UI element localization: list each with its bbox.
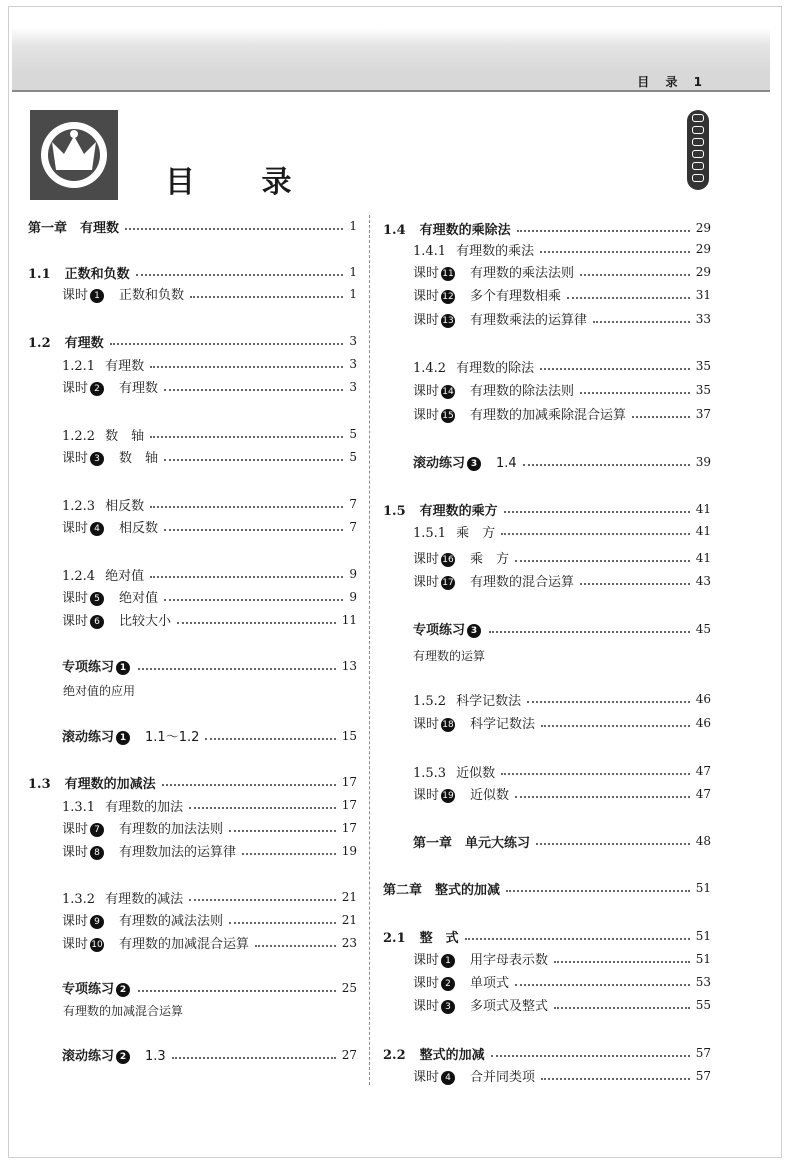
page-number: 25 — [341, 981, 357, 995]
left-toc-entry[interactable] — [28, 216, 357, 236]
entry-title: 1.5 有理数的乘方 — [383, 503, 498, 519]
left-toc-entry[interactable] — [62, 656, 357, 676]
dot-leader — [189, 807, 336, 809]
subsection-number: 1.5.2 — [413, 693, 447, 709]
entry-title: 1.4.2 有理数的除法 — [413, 360, 535, 376]
left-toc-entry[interactable] — [62, 841, 357, 861]
entry-title: 第一章 有理数 — [28, 220, 120, 236]
left-toc-entry[interactable] — [28, 331, 357, 351]
page-number: 55 — [695, 998, 711, 1012]
entry-title: 课时 3 多项式及整式 — [413, 999, 549, 1014]
lesson-number-badge: 4 — [441, 1071, 455, 1085]
left-toc-entry[interactable] — [62, 795, 357, 815]
page-number: 46 — [695, 716, 711, 730]
lesson-number-badge: 2 — [90, 382, 104, 396]
lesson-number-badge: 15 — [442, 411, 454, 421]
entry-title: 课时 18 科学记数法 — [413, 717, 536, 732]
subsection-number: 1.4.1 — [413, 243, 447, 259]
lesson-number-badge: 8 — [90, 846, 104, 860]
left-toc-entry[interactable] — [28, 262, 357, 282]
lesson-number-badge: 16 — [442, 555, 454, 565]
right-toc-entry[interactable] — [413, 356, 711, 376]
entry-title: 1.5.2 科学记数法 — [413, 693, 522, 709]
dot-leader — [138, 668, 336, 670]
page-number: 39 — [695, 455, 711, 469]
left-toc-entry[interactable] — [62, 978, 357, 998]
entry-title: 课时 2 单项式 — [413, 976, 510, 991]
lesson-number-badge: 12 — [442, 292, 454, 302]
entry-title: 课时 1 用字母表示数 — [413, 953, 549, 968]
lesson-number-badge: 13 — [442, 316, 454, 326]
right-toc-entry[interactable] — [413, 972, 711, 992]
page-number: 41 — [695, 524, 711, 538]
subsection-number: 1.2.4 — [62, 568, 96, 584]
top-bar — [12, 28, 770, 72]
entry-title: 第二章 整式的加减 — [383, 882, 501, 898]
left-toc-entry[interactable] — [62, 887, 357, 907]
dot-leader — [515, 984, 690, 986]
dot-leader — [164, 529, 343, 531]
entry-title: 课时 7 有理数的加法法则 — [62, 822, 224, 837]
page-number: 31 — [695, 288, 711, 302]
left-toc-entry[interactable] — [62, 424, 357, 444]
entry-title: 1.2.2 数 轴 — [62, 428, 145, 444]
dot-leader — [515, 796, 690, 798]
right-toc-entry[interactable] — [413, 831, 711, 851]
entry-title: 1.4.1 有理数的乘法 — [413, 243, 535, 259]
dot-leader — [150, 576, 343, 578]
dot-leader — [593, 321, 690, 323]
subsection-number: 1.2.2 — [62, 428, 96, 444]
dot-leader — [491, 1055, 690, 1057]
dot-leader — [632, 416, 690, 418]
running-head — [12, 72, 770, 92]
lesson-number-badge: 9 — [90, 915, 104, 929]
dot-leader — [541, 1078, 690, 1080]
entry-title: 专项练习 3 — [413, 619, 483, 639]
entry-title: 课时 10 有理数的加减混合运算 — [62, 937, 250, 952]
page-number: 29 — [695, 265, 711, 279]
section-number: 1.5 — [383, 503, 406, 519]
page-number: 21 — [341, 913, 357, 927]
left-toc-entry[interactable] — [62, 354, 357, 374]
entry-title: 第一章 单元大练习 — [413, 835, 531, 851]
right-toc-entry[interactable] — [413, 784, 711, 804]
right-toc-entry[interactable] — [413, 995, 711, 1015]
dot-leader — [172, 1057, 336, 1059]
page-number: 41 — [695, 551, 711, 565]
dot-leader — [465, 938, 690, 940]
right-toc-entry[interactable] — [413, 571, 711, 591]
right-toc-entry[interactable] — [413, 521, 711, 541]
page-number: 33 — [695, 312, 711, 326]
entry-title: 课时 3 数 轴 — [62, 451, 159, 466]
section-number: 1.2 — [28, 335, 51, 351]
right-toc-entry[interactable] — [413, 689, 711, 709]
entry-title: 1.2.1 有理数 — [62, 358, 145, 374]
exercise-number-badge: 2 — [116, 983, 130, 997]
page-number: 13 — [341, 659, 357, 673]
entry-title: 1.1 正数和负数 — [28, 266, 130, 282]
entry-title: 课时 8 有理数加法的运算律 — [62, 845, 237, 860]
lesson-number-badge: 2 — [441, 977, 455, 991]
left-toc-entry[interactable] — [62, 494, 357, 514]
left-toc-entry[interactable] — [62, 587, 357, 607]
page-number: 7 — [349, 520, 357, 534]
dot-leader — [506, 890, 690, 892]
entry-title: 1.2 有理数 — [28, 335, 104, 351]
page-number: 43 — [695, 574, 711, 588]
dot-leader — [229, 922, 336, 924]
subsection-number: 1.5.3 — [413, 765, 447, 781]
lesson-number-badge: 10 — [91, 940, 103, 950]
dot-leader — [229, 830, 336, 832]
page-number: 1 — [349, 265, 357, 279]
chapter-tabs-icon — [687, 110, 709, 190]
left-toc-entry[interactable] — [62, 910, 357, 930]
dot-leader — [125, 228, 343, 230]
dot-leader — [541, 725, 690, 727]
right-toc-entry[interactable] — [413, 761, 711, 781]
section-number: 1.3 — [28, 776, 51, 792]
lesson-number-badge: 19 — [442, 791, 454, 801]
page-number: 35 — [695, 383, 711, 397]
left-toc-entry[interactable] — [62, 447, 357, 467]
page-number: 17 — [341, 775, 357, 789]
left-toc-entry[interactable] — [62, 1045, 357, 1065]
entry-title: 课时 2 有理数 — [62, 381, 159, 396]
page-number: 9 — [349, 567, 357, 581]
right-toc-entry[interactable] — [413, 619, 711, 639]
dot-leader — [501, 773, 690, 775]
entry-title: 1.5.3 近似数 — [413, 765, 496, 781]
lesson-number-badge: 4 — [90, 522, 104, 536]
dot-leader — [150, 506, 343, 508]
entry-title: 课时 4 相反数 — [62, 521, 159, 536]
page-number: 11 — [341, 613, 357, 627]
section-number: 1.4 — [383, 222, 406, 238]
page-number: 57 — [695, 1046, 711, 1060]
entry-title: 课时 13 有理数乘法的运算律 — [413, 313, 588, 328]
exercise-number-badge: 1 — [116, 661, 130, 675]
lesson-number-badge: 5 — [90, 592, 104, 606]
page-number: 5 — [349, 450, 357, 464]
dot-leader — [164, 459, 343, 461]
dot-leader — [189, 899, 336, 901]
entry-title: 1.2.3 相反数 — [62, 498, 145, 514]
entry-title: 课时 6 比较大小 — [62, 614, 172, 629]
lesson-number-badge: 1 — [441, 954, 455, 968]
page-number: 35 — [695, 359, 711, 373]
dot-leader — [164, 389, 343, 391]
right-toc-entry[interactable] — [413, 404, 711, 424]
entry-title: 课时 19 近似数 — [413, 788, 510, 803]
crown-icon — [30, 110, 118, 200]
exercise-number-badge: 3 — [467, 457, 481, 471]
page-number: 45 — [695, 622, 711, 636]
section-number: 2.1 — [383, 930, 406, 946]
left-toc-entry[interactable] — [62, 818, 357, 838]
page-number: 1 — [349, 287, 357, 301]
entry-title: 1.2.4 绝对值 — [62, 568, 145, 584]
subsection-number: 1.3.2 — [62, 891, 96, 907]
left-toc-entry[interactable] — [62, 610, 357, 630]
entry-title: 课时 17 有理数的混合运算 — [413, 575, 575, 590]
page-number: 15 — [341, 729, 357, 743]
dot-leader — [164, 599, 343, 601]
lesson-number-badge: 14 — [442, 387, 454, 397]
right-toc-entry[interactable] — [383, 1043, 711, 1063]
dot-leader — [255, 945, 336, 947]
right-toc-entry[interactable] — [383, 926, 711, 946]
page-number: 7 — [349, 497, 357, 511]
entry-title: 课时 1 正数和负数 — [62, 288, 185, 303]
dot-leader — [580, 392, 690, 394]
dot-leader — [205, 738, 335, 740]
right-toc-entry[interactable] — [413, 713, 711, 733]
dot-leader — [540, 368, 690, 370]
right-toc-entry[interactable] — [413, 452, 711, 472]
entry-title: 1.3 有理数的加减法 — [28, 776, 156, 792]
right-toc-entry[interactable] — [413, 285, 711, 305]
note-abs-value: 绝对值的应用 — [63, 684, 136, 698]
dot-leader — [138, 990, 336, 992]
dot-leader — [536, 843, 690, 845]
dot-leader — [580, 274, 690, 276]
page-number: 5 — [349, 427, 357, 441]
lesson-number-badge: 11 — [442, 269, 454, 279]
page-number: 23 — [341, 936, 357, 950]
page-number: 47 — [695, 764, 711, 778]
page-number: 9 — [349, 590, 357, 604]
exercise-number-badge: 2 — [116, 1050, 130, 1064]
page-number: 51 — [695, 881, 711, 895]
entry-title: 课时 16 乘 方 — [413, 552, 510, 567]
page-number: 41 — [695, 502, 711, 516]
section-number: 1.1 — [28, 266, 51, 282]
entry-title: 课时 4 合并同类项 — [413, 1070, 536, 1085]
subsection-number: 1.2.1 — [62, 358, 96, 374]
page-number: 21 — [341, 890, 357, 904]
entry-title: 专项练习 1 — [62, 656, 132, 676]
entry-title: 滚动练习 3 1.4 — [413, 456, 517, 471]
dot-leader — [136, 274, 344, 276]
dot-leader — [523, 464, 690, 466]
dot-leader — [540, 251, 690, 253]
note-operations: 有理数的运算 — [413, 649, 486, 663]
page-number: 3 — [349, 380, 357, 394]
left-toc-entry[interactable] — [62, 564, 357, 584]
dot-leader — [150, 366, 343, 368]
right-toc-entry[interactable] — [413, 239, 711, 259]
entry-title: 1.3.1 有理数的加法 — [62, 799, 184, 815]
lesson-number-badge: 1 — [90, 289, 104, 303]
entry-title: 课时 12 多个有理数相乘 — [413, 289, 562, 304]
dot-leader — [190, 296, 343, 298]
page-number: 29 — [695, 242, 711, 256]
entry-title: 滚动练习 1 1.1～1.2 — [62, 730, 200, 745]
lesson-number-badge: 3 — [90, 452, 104, 466]
entry-title: 专项练习 2 — [62, 978, 132, 998]
left-toc-entry[interactable] — [28, 772, 357, 792]
entry-title: 课时 14 有理数的除法法则 — [413, 384, 575, 399]
lesson-number-badge: 17 — [442, 578, 454, 588]
entry-title: 课时 11 有理数的乘法法则 — [413, 266, 575, 281]
page-number: 3 — [349, 334, 357, 348]
entry-title: 课时 9 有理数的减法法则 — [62, 914, 224, 929]
right-toc-entry[interactable] — [413, 262, 711, 282]
dot-leader — [580, 583, 690, 585]
page-number: 53 — [695, 975, 711, 989]
entry-title: 1.4 有理数的乘除法 — [383, 222, 511, 238]
dot-leader — [567, 297, 690, 299]
exercise-number-badge: 3 — [467, 624, 481, 638]
right-toc-entry[interactable] — [383, 499, 711, 519]
subsection-number: 1.4.2 — [413, 360, 447, 376]
dot-leader — [489, 631, 690, 633]
page-number: 27 — [341, 1048, 357, 1062]
left-toc-entry[interactable] — [62, 933, 357, 953]
dot-leader — [554, 1007, 690, 1009]
exercise-number-badge: 1 — [116, 731, 130, 745]
page-number: 3 — [349, 357, 357, 371]
entry-title: 2.2 整式的加减 — [383, 1047, 485, 1063]
lesson-number-badge: 6 — [90, 615, 104, 629]
entry-title: 1.5.1 乘 方 — [413, 525, 496, 541]
page-number: 46 — [695, 692, 711, 706]
dot-leader — [554, 961, 690, 963]
dot-leader — [110, 343, 344, 345]
dot-leader — [504, 511, 690, 513]
left-toc-entry[interactable] — [62, 284, 357, 304]
subsection-number: 1.2.3 — [62, 498, 96, 514]
page-number: 51 — [695, 952, 711, 966]
entry-title: 课时 15 有理数的加减乘除混合运算 — [413, 408, 627, 423]
right-toc-entry[interactable] — [413, 380, 711, 400]
right-toc-entry[interactable] — [383, 218, 711, 238]
entry-title: 滚动练习 2 1.3 — [62, 1049, 166, 1064]
dot-leader — [501, 533, 690, 535]
right-toc-entry[interactable] — [413, 548, 711, 568]
dot-leader — [150, 436, 343, 438]
dot-leader — [527, 701, 690, 703]
entry-title: 1.3.2 有理数的减法 — [62, 891, 184, 907]
crown-logo — [30, 110, 118, 200]
dot-leader — [242, 853, 336, 855]
lesson-number-badge: 7 — [90, 823, 104, 837]
left-toc-entry[interactable] — [62, 726, 357, 746]
entry-title: 2.1 整 式 — [383, 930, 459, 946]
page-number: 47 — [695, 787, 711, 801]
right-toc-entry[interactable] — [413, 309, 711, 329]
page-number: 29 — [695, 221, 711, 235]
page-number: 48 — [695, 834, 711, 848]
note-add-sub: 有理数的加减混合运算 — [63, 1004, 184, 1018]
right-toc-entry[interactable] — [383, 878, 711, 898]
entry-title: 课时 5 绝对值 — [62, 591, 159, 606]
page-number: 17 — [341, 798, 357, 812]
lesson-number-badge: 3 — [441, 1000, 455, 1014]
page-number: 17 — [341, 821, 357, 835]
section-number: 2.2 — [383, 1047, 406, 1063]
right-toc-entry[interactable] — [413, 1066, 711, 1086]
dot-leader — [177, 622, 336, 624]
page-number: 37 — [695, 407, 711, 421]
left-toc-entry[interactable] — [62, 377, 357, 397]
dot-leader — [515, 560, 690, 562]
page-number: 51 — [695, 929, 711, 943]
dot-leader — [517, 230, 690, 232]
running-head-text: 目 录 1 — [637, 75, 708, 89]
right-toc-entry[interactable] — [413, 949, 711, 969]
page-number: 19 — [341, 844, 357, 858]
lesson-number-badge: 18 — [442, 720, 454, 730]
subsection-number: 1.3.1 — [62, 799, 96, 815]
left-toc-entry[interactable] — [62, 517, 357, 537]
page-title: 目 录 — [165, 165, 320, 200]
page-number: 57 — [695, 1069, 711, 1083]
column-divider — [369, 215, 371, 1085]
dot-leader — [162, 784, 336, 786]
subsection-number: 1.5.1 — [413, 525, 447, 541]
page-number: 1 — [349, 219, 357, 233]
